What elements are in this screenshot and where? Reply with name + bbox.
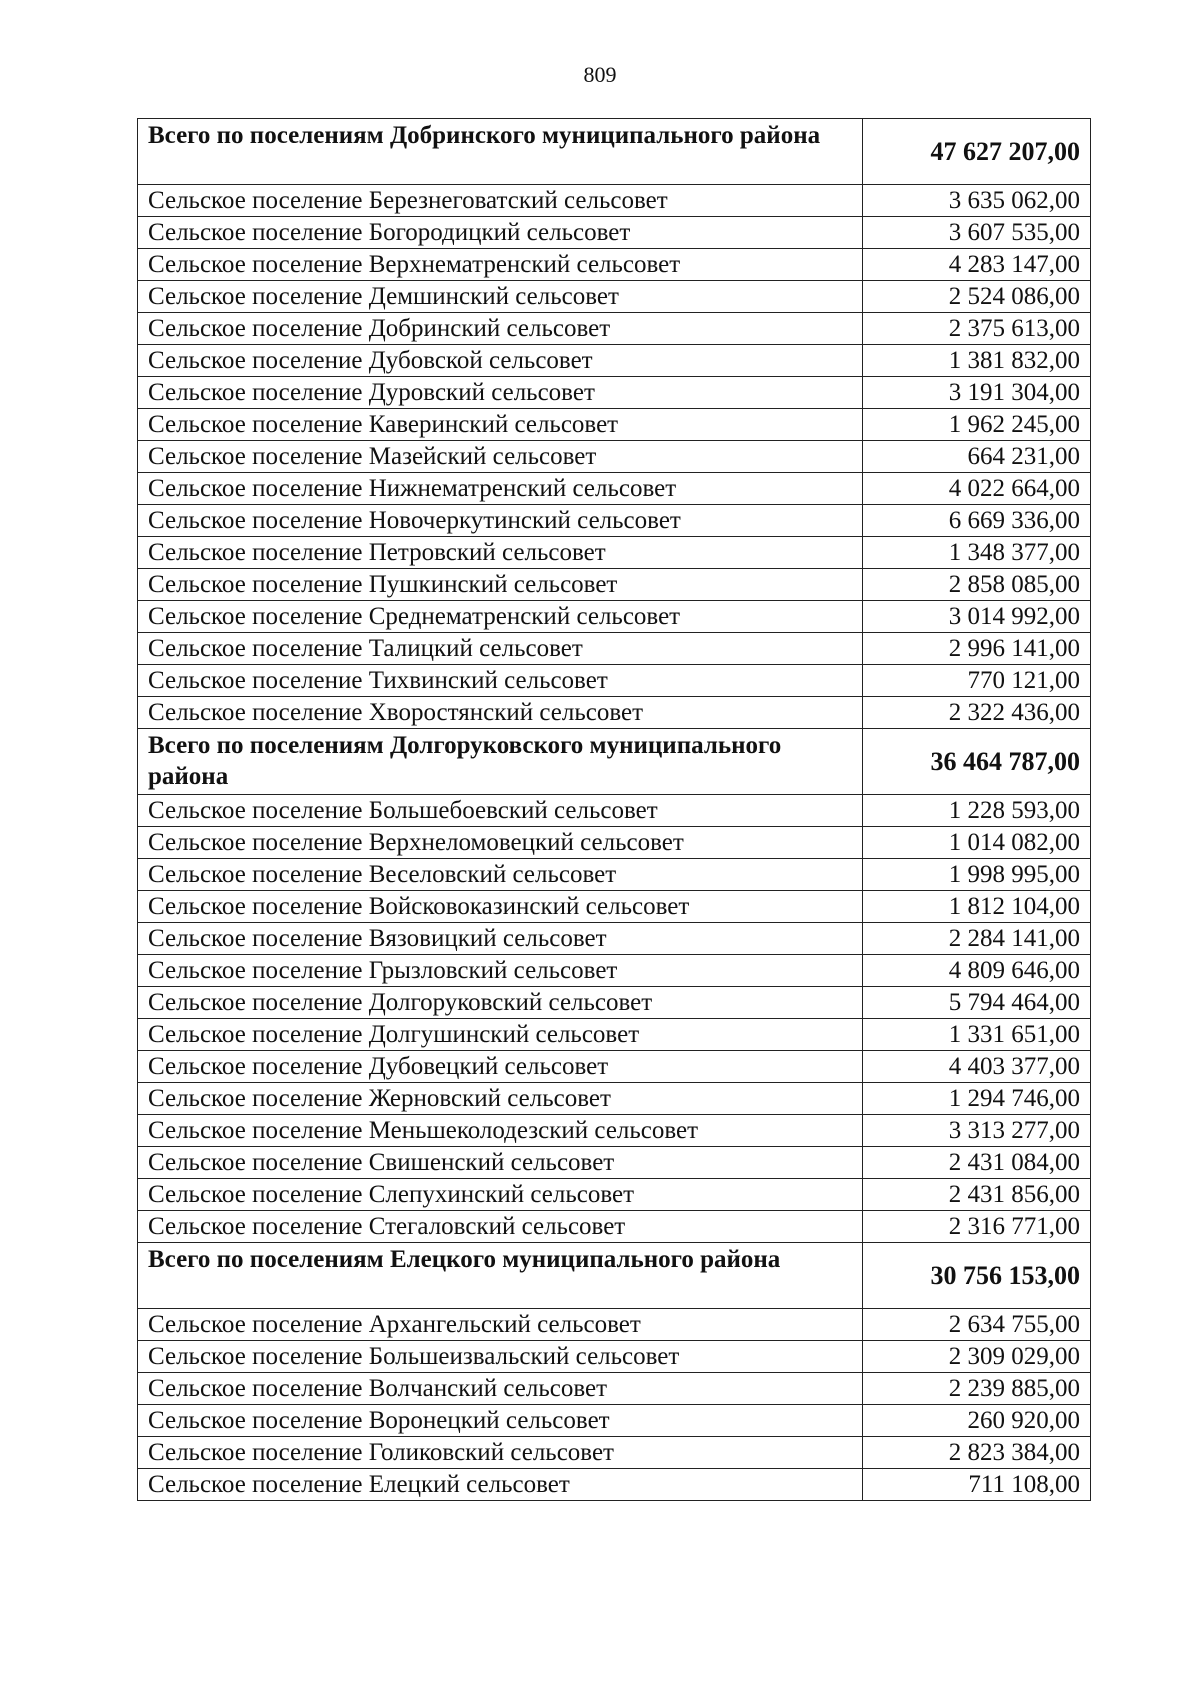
settlement-name: Сельское поселение Петровский сельсовет <box>138 537 863 569</box>
settlement-name: Сельское поселение Войсковоказинский сельсовет <box>138 891 863 923</box>
settlement-name: Сельское поселение Большеизвальский сельсовет <box>138 1341 863 1373</box>
settlement-amount: 4 022 664,00 <box>863 473 1091 505</box>
settlement-row <box>138 697 1091 729</box>
settlement-row <box>138 185 1091 217</box>
settlement-row <box>138 1179 1091 1211</box>
district-total-row <box>138 119 1091 185</box>
district-total-label: Всего по поселениям Долгоруковского муниципального района <box>138 729 863 795</box>
settlement-amount: 2 431 856,00 <box>863 1179 1091 1211</box>
settlement-name: Сельское поселение Волчанский сельсовет <box>138 1373 863 1405</box>
settlement-row <box>138 955 1091 987</box>
settlement-name: Сельское поселение Вязовицкий сельсовет <box>138 923 863 955</box>
settlement-name: Сельское поселение Новочеркутинский сельсовет <box>138 505 863 537</box>
settlement-row <box>138 1051 1091 1083</box>
settlement-name: Сельское поселение Березнеговатский сельсовет <box>138 185 863 217</box>
settlement-name: Сельское поселение Добринский сельсовет <box>138 313 863 345</box>
settlement-name: Сельское поселение Каверинский сельсовет <box>138 409 863 441</box>
settlement-row <box>138 827 1091 859</box>
settlement-amount: 711 108,00 <box>863 1469 1091 1501</box>
settlement-name: Сельское поселение Богородицкий сельсовет <box>138 217 863 249</box>
settlement-row <box>138 1437 1091 1469</box>
settlement-amount: 4 809 646,00 <box>863 955 1091 987</box>
settlement-name: Сельское поселение Свишенский сельсовет <box>138 1147 863 1179</box>
settlement-amount: 2 431 084,00 <box>863 1147 1091 1179</box>
settlement-name: Сельское поселение Нижнематренский сельсовет <box>138 473 863 505</box>
settlement-name: Сельское поселение Дубовецкий сельсовет <box>138 1051 863 1083</box>
settlement-amount: 3 191 304,00 <box>863 377 1091 409</box>
settlement-amount: 1 812 104,00 <box>863 891 1091 923</box>
settlement-amount: 2 858 085,00 <box>863 569 1091 601</box>
page-number: 809 <box>583 62 617 87</box>
settlement-row <box>138 601 1091 633</box>
settlement-name: Сельское поселение Долгушинский сельсовет <box>138 1019 863 1051</box>
settlement-amount: 3 313 277,00 <box>863 1115 1091 1147</box>
settlement-amount: 1 294 746,00 <box>863 1083 1091 1115</box>
settlement-name: Сельское поселение Мазейский сельсовет <box>138 441 863 473</box>
settlement-name: Сельское поселение Тихвинский сельсовет <box>138 665 863 697</box>
settlement-amount: 3 607 535,00 <box>863 217 1091 249</box>
settlement-amount: 2 316 771,00 <box>863 1211 1091 1243</box>
settlement-amount: 260 920,00 <box>863 1405 1091 1437</box>
settlement-amount: 1 998 995,00 <box>863 859 1091 891</box>
settlement-name: Сельское поселение Дубовской сельсовет <box>138 345 863 377</box>
settlements-budget-table <box>137 118 1091 1501</box>
settlement-row <box>138 313 1091 345</box>
settlement-amount: 770 121,00 <box>863 665 1091 697</box>
settlement-name: Сельское поселение Слепухинский сельсовет <box>138 1179 863 1211</box>
district-total-row <box>138 729 1091 795</box>
settlement-amount: 1 331 651,00 <box>863 1019 1091 1051</box>
settlement-amount: 2 375 613,00 <box>863 313 1091 345</box>
settlement-name: Сельское поселение Жерновский сельсовет <box>138 1083 863 1115</box>
settlement-row <box>138 1309 1091 1341</box>
settlement-name: Сельское поселение Елецкий сельсовет <box>138 1469 863 1501</box>
settlement-row <box>138 1469 1091 1501</box>
settlement-name: Сельское поселение Среднематренский сельсовет <box>138 601 863 633</box>
settlement-name: Сельское поселение Воронецкий сельсовет <box>138 1405 863 1437</box>
district-total-row <box>138 1243 1091 1309</box>
settlement-row <box>138 665 1091 697</box>
settlement-name: Сельское поселение Стегаловский сельсовет <box>138 1211 863 1243</box>
settlement-row <box>138 1019 1091 1051</box>
district-total-amount: 47 627 207,00 <box>863 119 1091 185</box>
settlement-row <box>138 345 1091 377</box>
settlement-amount: 2 823 384,00 <box>863 1437 1091 1469</box>
settlement-name: Сельское поселение Верхнематренский сельсовет <box>138 249 863 281</box>
settlement-name: Сельское поселение Меньшеколодезский сельсовет <box>138 1115 863 1147</box>
settlement-row <box>138 987 1091 1019</box>
settlement-amount: 2 634 755,00 <box>863 1309 1091 1341</box>
settlement-name: Сельское поселение Демшинский сельсовет <box>138 281 863 313</box>
settlement-row <box>138 1405 1091 1437</box>
settlement-row <box>138 1115 1091 1147</box>
settlement-amount: 6 669 336,00 <box>863 505 1091 537</box>
settlement-row <box>138 1373 1091 1405</box>
settlement-row <box>138 633 1091 665</box>
settlement-amount: 664 231,00 <box>863 441 1091 473</box>
settlement-row <box>138 1341 1091 1373</box>
settlement-amount: 5 794 464,00 <box>863 987 1091 1019</box>
settlement-row <box>138 891 1091 923</box>
settlement-amount: 3 014 992,00 <box>863 601 1091 633</box>
settlement-row <box>138 441 1091 473</box>
settlement-amount: 2 284 141,00 <box>863 923 1091 955</box>
settlement-row <box>138 859 1091 891</box>
settlement-name: Сельское поселение Талицкий сельсовет <box>138 633 863 665</box>
table-body <box>138 119 1091 1501</box>
settlement-name: Сельское поселение Большебоевский сельсовет <box>138 795 863 827</box>
settlement-row <box>138 281 1091 313</box>
settlement-amount: 2 524 086,00 <box>863 281 1091 313</box>
settlement-row <box>138 409 1091 441</box>
settlement-amount: 3 635 062,00 <box>863 185 1091 217</box>
district-total-amount: 30 756 153,00 <box>863 1243 1091 1309</box>
settlement-amount: 1 228 593,00 <box>863 795 1091 827</box>
settlement-row <box>138 569 1091 601</box>
settlement-amount: 1 014 082,00 <box>863 827 1091 859</box>
settlement-row <box>138 473 1091 505</box>
settlement-amount: 4 403 377,00 <box>863 1051 1091 1083</box>
settlement-row <box>138 217 1091 249</box>
settlement-row <box>138 377 1091 409</box>
settlement-name: Сельское поселение Долгоруковский сельсовет <box>138 987 863 1019</box>
settlement-amount: 1 348 377,00 <box>863 537 1091 569</box>
settlement-row <box>138 795 1091 827</box>
settlement-row <box>138 923 1091 955</box>
settlement-name: Сельское поселение Верхнеломовецкий сельсовет <box>138 827 863 859</box>
settlement-row <box>138 1211 1091 1243</box>
settlement-amount: 1 962 245,00 <box>863 409 1091 441</box>
settlement-name: Сельское поселение Грызловский сельсовет <box>138 955 863 987</box>
settlement-name: Сельское поселение Пушкинский сельсовет <box>138 569 863 601</box>
settlement-amount: 2 309 029,00 <box>863 1341 1091 1373</box>
settlement-row <box>138 249 1091 281</box>
settlement-name: Сельское поселение Веселовский сельсовет <box>138 859 863 891</box>
settlement-row <box>138 537 1091 569</box>
district-total-label: Всего по поселениям Добринского муниципального района <box>138 119 863 185</box>
settlement-row <box>138 505 1091 537</box>
settlement-amount: 2 996 141,00 <box>863 633 1091 665</box>
settlement-name: Сельское поселение Голиковский сельсовет <box>138 1437 863 1469</box>
settlement-amount: 2 239 885,00 <box>863 1373 1091 1405</box>
settlement-amount: 2 322 436,00 <box>863 697 1091 729</box>
settlement-row <box>138 1083 1091 1115</box>
settlement-amount: 4 283 147,00 <box>863 249 1091 281</box>
district-total-amount: 36 464 787,00 <box>863 729 1091 795</box>
settlement-row <box>138 1147 1091 1179</box>
settlement-amount: 1 381 832,00 <box>863 345 1091 377</box>
district-total-label: Всего по поселениям Елецкого муниципального района <box>138 1243 863 1309</box>
settlement-name: Сельское поселение Хворостянский сельсовет <box>138 697 863 729</box>
settlement-name: Сельское поселение Архангельский сельсовет <box>138 1309 863 1341</box>
settlement-name: Сельское поселение Дуровский сельсовет <box>138 377 863 409</box>
